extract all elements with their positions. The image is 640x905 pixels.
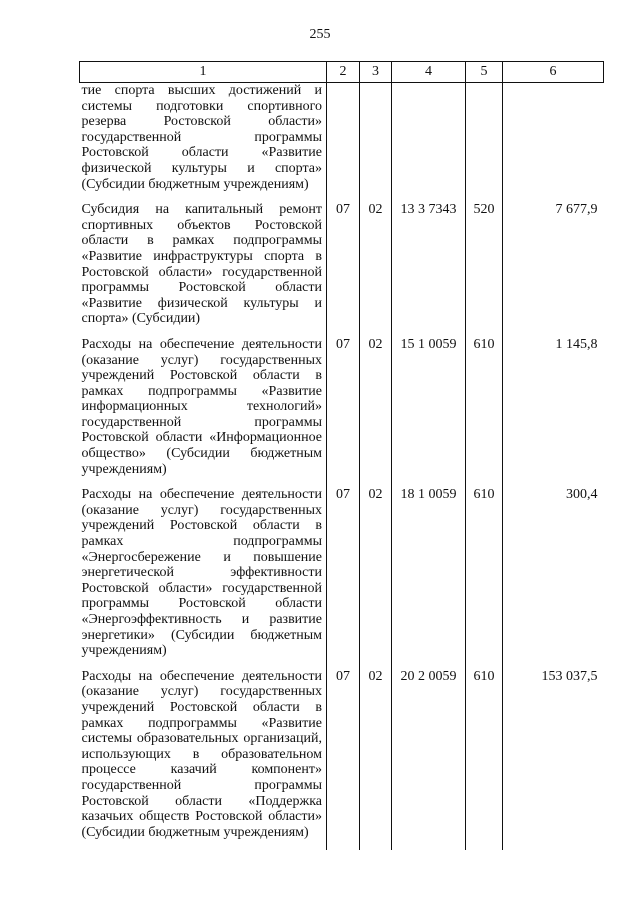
row-target-code: 20 2 0059 xyxy=(392,669,466,851)
row-subsection: 02 xyxy=(360,337,392,487)
column-header-5: 5 xyxy=(466,62,503,83)
row-description: Расходы на обеспечение деятельности (оказание услуг) государственных учреждений Ростовской области в рамках подпрограммы «Развитие информационных технологий» государственной программы Ростовской области «Информационное общество» (Субсидии бюджетным учреждениям) xyxy=(80,337,327,487)
row-expense-type: 610 xyxy=(466,487,503,669)
row-expense-type: 610 xyxy=(466,337,503,487)
table-row xyxy=(80,202,604,337)
column-header-6: 6 xyxy=(503,62,604,83)
column-header-3: 3 xyxy=(360,62,392,83)
page-number: 255 xyxy=(309,27,331,42)
row-subsection: 02 xyxy=(360,669,392,851)
column-header-2: 2 xyxy=(327,62,360,83)
row-subsection: 02 xyxy=(360,487,392,669)
row-description: Расходы на обеспечение деятельности (оказание услуг) государственных учреждений Ростовской области в рамках подпрограммы «Энергосбережение и повышение энергетической эффективности Ростовской области» государственной программы Ростовской области «Энергоэффективность и развитие энергетики» (Субсидии бюджетным учреждениям) xyxy=(80,487,327,669)
row-description: тие спорта высших достижений и системы подготовки спортивного резерва Ростовской области» государственной программы Ростовской области «Развитие физической культуры и спорта» (Субсидии бюджетным учреждениям) xyxy=(80,83,327,203)
row-expense-type: 520 xyxy=(466,202,503,337)
table-row xyxy=(80,487,604,669)
column-header-4: 4 xyxy=(392,62,466,83)
table-row xyxy=(80,337,604,487)
row-target-code xyxy=(392,83,466,203)
row-subsection: 02 xyxy=(360,202,392,337)
row-section: 07 xyxy=(327,202,360,337)
row-amount xyxy=(503,83,604,203)
row-subsection xyxy=(360,83,392,203)
row-section: 07 xyxy=(327,487,360,669)
row-expense-type xyxy=(466,83,503,203)
row-section: 07 xyxy=(327,669,360,851)
table-row xyxy=(80,83,604,203)
column-header-1: 1 xyxy=(80,62,327,83)
row-amount: 300,4 xyxy=(566,487,598,503)
row-target-code: 13 3 7343 xyxy=(392,202,466,337)
table-header xyxy=(80,62,604,83)
table-row xyxy=(80,669,604,851)
row-description: Субсидия на капитальный ремонт спортивных объектов Ростовской области в рамках подпрограммы «Развитие инфраструктуры спорта в Ростовской области» государственной программы Ростовской области «Развитие физической культуры и спорта» (Субсидии) xyxy=(80,202,327,337)
row-section xyxy=(327,83,360,203)
row-section: 07 xyxy=(327,337,360,487)
row-amount: 1 145,8 xyxy=(555,336,598,352)
budget-table xyxy=(79,61,604,850)
row-target-code: 15 1 0059 xyxy=(392,337,466,487)
row-description: Расходы на обеспечение деятельности (оказание услуг) государственных учреждений Ростовской области в рамках подпрограммы «Развитие системы образовательных организаций, использующих в образовательном процессе казачий компонент» государственной программы Ростовской области «Поддержка казачьих обществ Ростовской области» (Субсидии бюджетным учреждениям) xyxy=(80,669,327,851)
row-amount: 7 677,9 xyxy=(555,202,598,218)
row-expense-type: 610 xyxy=(466,669,503,851)
row-amount: 153 037,5 xyxy=(541,668,598,684)
row-target-code: 18 1 0059 xyxy=(392,487,466,669)
